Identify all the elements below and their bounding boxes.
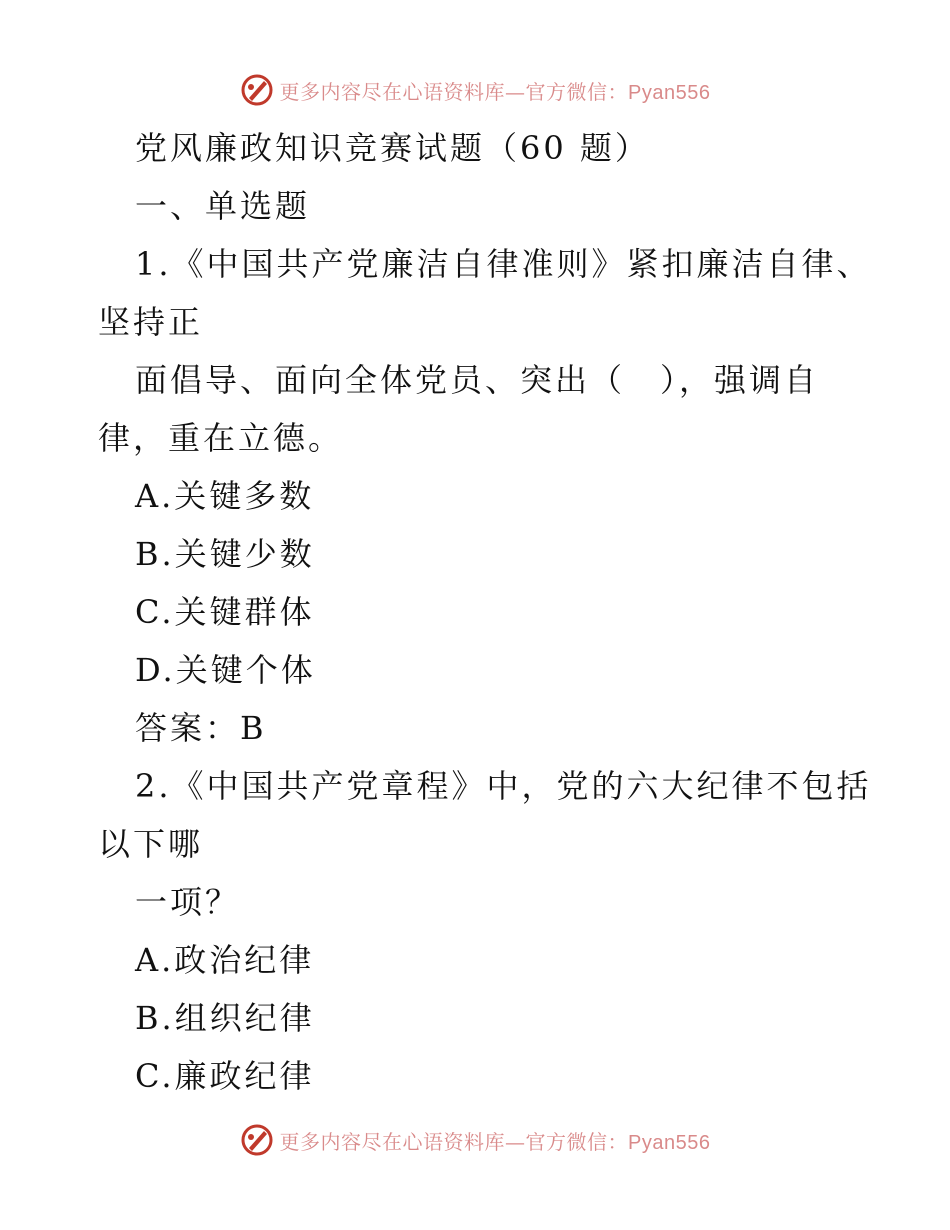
banner-label: 更多内容尽在心语资料库—官方微信： [279, 79, 629, 104]
question-1-answer: 答案：B [135, 709, 267, 747]
question-2-line-2: 以下哪 [98, 825, 204, 863]
question-1-option-c: C.关键群体 [135, 593, 315, 631]
banner-label: 更多内容尽在心语资料库—官方微信： [279, 1129, 629, 1154]
question-1-option-a: A.关键多数 [135, 477, 315, 515]
question-1-line-3: 面倡导、面向全体党员、突出（ ），强调自 [135, 361, 820, 399]
wechat-id: Pyan556 [628, 81, 711, 104]
pen-logo-icon [240, 73, 274, 107]
footer-banner [0, 1120, 950, 1160]
document-title: 党风廉政知识竞赛试题（60 题） [135, 129, 650, 167]
header-banner [0, 70, 950, 110]
question-1-line-2: 坚持正 [98, 303, 204, 341]
question-2-line-3: 一项？ [135, 883, 241, 921]
section-heading: 一、单选题 [135, 187, 311, 225]
question-2-line-1: 2.《中国共产党章程》中，党的六大纪律不包括 [135, 767, 872, 805]
pen-logo-icon [240, 1123, 274, 1157]
wechat-id: Pyan556 [628, 1131, 711, 1154]
question-2-option-c: C.廉政纪律 [135, 1057, 315, 1095]
banner-text [280, 1126, 711, 1155]
question-2-option-a: A.政治纪律 [135, 941, 315, 979]
question-1-option-b: B.关键少数 [135, 535, 315, 573]
question-2-option-b: B.组织纪律 [135, 999, 315, 1037]
banner-text [280, 76, 711, 105]
question-1-line-1: 1.《中国共产党廉洁自律准则》紧扣廉洁自律、 [135, 245, 872, 283]
question-1-option-d: D.关键个体 [135, 651, 316, 689]
question-1-line-4: 律，重在立德。 [98, 419, 344, 457]
